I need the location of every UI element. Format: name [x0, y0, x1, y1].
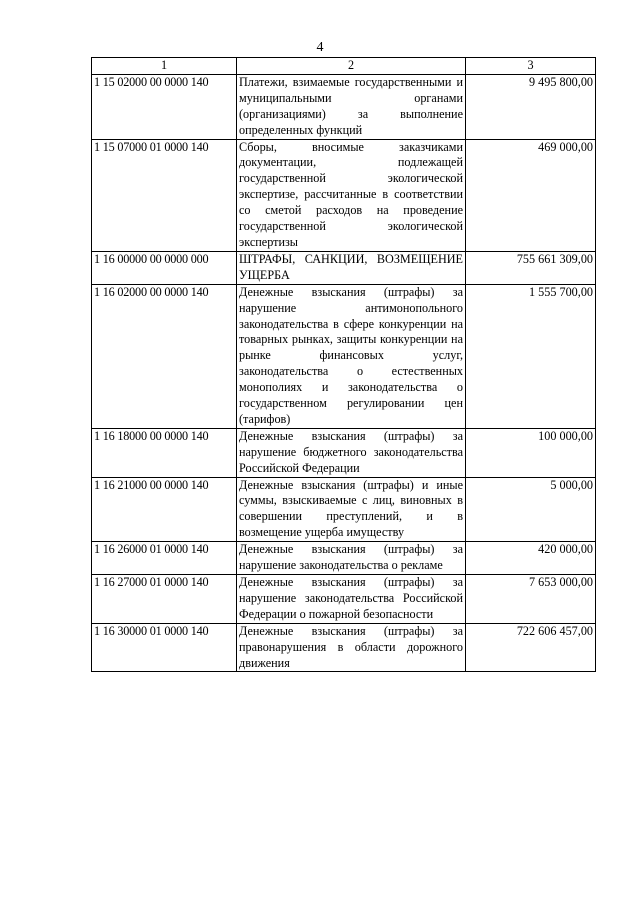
row-amount: 9 495 800,00	[466, 74, 596, 139]
row-code: 1 16 18000 00 0000 140	[92, 428, 237, 477]
table-row	[92, 575, 596, 624]
row-name: Платежи, взимаемые государственными и муниципальными органами (организациями) за выполнение определенных функций	[237, 74, 466, 139]
row-code: 1 16 00000 00 0000 000	[92, 251, 237, 284]
revenue-table	[91, 57, 596, 672]
row-name: Денежные взыскания (штрафы) за нарушение бюджетного законодательства Российской Федерации	[237, 428, 466, 477]
row-amount: 755 661 309,00	[466, 251, 596, 284]
column-header-code: 1	[92, 58, 237, 75]
row-amount: 5 000,00	[466, 477, 596, 542]
table-row	[92, 284, 596, 428]
table-row	[92, 623, 596, 672]
row-code: 1 16 02000 00 0000 140	[92, 284, 237, 428]
table-row	[92, 542, 596, 575]
row-code: 1 16 27000 01 0000 140	[92, 575, 237, 624]
row-name: Денежные взыскания (штрафы) за нарушение законодательства Российской Федерации о пожарной безопасности	[237, 575, 466, 624]
table-row	[92, 251, 596, 284]
row-name: Денежные взыскания (штрафы) за правонарушения в области дорожного движения	[237, 623, 466, 672]
row-amount: 420 000,00	[466, 542, 596, 575]
column-header-amount: 3	[466, 58, 596, 75]
row-amount: 100 000,00	[466, 428, 596, 477]
row-amount: 469 000,00	[466, 139, 596, 251]
row-code: 1 16 21000 00 0000 140	[92, 477, 237, 542]
table-row	[92, 428, 596, 477]
table-row	[92, 139, 596, 251]
row-amount: 1 555 700,00	[466, 284, 596, 428]
row-name: Денежные взыскания (штрафы) за нарушение законодательства о рекламе	[237, 542, 466, 575]
table-header-row	[92, 58, 596, 75]
row-code: 1 16 30000 01 0000 140	[92, 623, 237, 672]
table-row	[92, 74, 596, 139]
column-header-name: 2	[237, 58, 466, 75]
row-name: Денежные взыскания (штрафы) за нарушение антимонопольного законодательства в сфере конкуренции на товарных рынках, защиты конкуренции на рынке финансовых услуг, законодательства о естественных монополиях и законодательства о государственном регулировании цен (тарифов)	[237, 284, 466, 428]
table-row	[92, 477, 596, 542]
row-amount: 722 606 457,00	[466, 623, 596, 672]
row-code: 1 16 26000 01 0000 140	[92, 542, 237, 575]
row-code: 1 15 07000 01 0000 140	[92, 139, 237, 251]
row-amount: 7 653 000,00	[466, 575, 596, 624]
row-name: ШТРАФЫ, САНКЦИИ, ВОЗМЕЩЕНИЕ УЩЕРБА	[237, 251, 466, 284]
page-number: 4	[316, 40, 324, 55]
row-name: Сборы, вносимые заказчиками документации, подлежащей государственной экологической экспертизе, рассчитанные в соответствии со сметой расходов на проведение государственной экологической экспертизы	[237, 139, 466, 251]
row-name: Денежные взыскания (штрафы) и иные суммы, взыскиваемые с лиц, виновных в совершении преступлений, и в возмещение ущерба имуществу	[237, 477, 466, 542]
row-code: 1 15 02000 00 0000 140	[92, 74, 237, 139]
